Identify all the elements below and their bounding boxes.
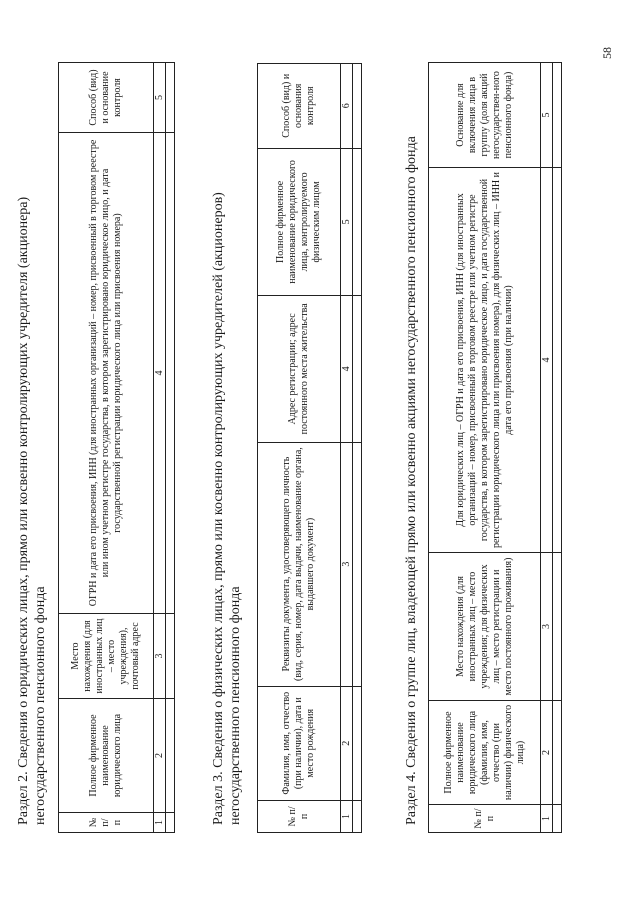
table-cell [353, 686, 362, 800]
section2-num-2: 2 [154, 699, 166, 813]
section3-num-1: 1 [341, 800, 353, 832]
table-cell [166, 63, 175, 133]
section3-num-6: 6 [341, 64, 353, 149]
section2-table [58, 62, 175, 833]
section4-col-name: Полное фирменное наименование юридического лица (фамилия, имя, отчество (при наличии) физического лица) [429, 701, 541, 805]
table-cell [166, 813, 175, 833]
section2-number-row [154, 63, 166, 833]
section4-num-1: 1 [541, 805, 553, 833]
table-cell [553, 168, 562, 553]
table-cell [353, 296, 362, 442]
section3-header-row [258, 64, 341, 833]
section4-num-3: 3 [541, 553, 553, 701]
section4-title-line1: Раздел 4. Сведения о группе лиц, владеющей прямо или косвенно акциями негосударственного пенсионного фонда [404, 136, 419, 825]
section2-col-ogrn: ОГРН и дата его присвоения, ИНН (для иностранных организаций – номер, присвоенный в торговом реестре или ином учетном регистре государства, в котором зарегистрировано юридическое лицо, и дата государственной регистрации юридического лица или присвоения номера) [59, 133, 154, 614]
table-cell [553, 701, 562, 805]
section4-num-2: 2 [541, 701, 553, 805]
table-cell [353, 148, 362, 296]
section3-col-control: Способ (вид) и основания контроля [258, 64, 341, 149]
section4-col-location: Место нахождения (для иностранных лиц – место учреждения; для физических лиц – место регистрации и место постоянного проживания) [429, 553, 541, 701]
section3-title-line2: негосударственного пенсионного фонда [228, 586, 243, 825]
table-cell [553, 553, 562, 701]
section4-header-row [429, 63, 541, 833]
section4-table [428, 62, 562, 833]
section2-num-4: 4 [154, 133, 166, 614]
section3-num-5: 5 [341, 148, 353, 296]
section2-num-5: 5 [154, 63, 166, 133]
table-cell [353, 64, 362, 149]
section3-title-line1: Раздел 3. Сведения о физических лицах, прямо или косвенно контролирующих учредителей (акционеров) [211, 192, 226, 825]
table-cell [353, 800, 362, 832]
table-cell [553, 805, 562, 833]
section3-number-row [341, 64, 353, 833]
section3-title [210, 65, 244, 825]
section3-col-controlled-entity: Полное фирменное наименование юридического лица, контролируемого физическим лицом [258, 148, 341, 296]
section4-col-number: № п/п [429, 805, 541, 833]
page-number: 58 [600, 47, 614, 59]
section4-col-ogrn-inn: Для юридических лиц – ОГРН и дата его присвоения, ИНН (для иностранных организаций – номер, присвоенный в торговом реестре или учетном регистре государства, в котором зарегистрировано юридическое лицо, и дата государственной регистрации юридического лица или присвоения номера), для физических лиц – ИНН и дата его присвоения (при наличии) [429, 168, 541, 553]
table-cell [353, 442, 362, 686]
section4-num-5: 5 [541, 63, 553, 168]
section3-num-2: 2 [341, 686, 353, 800]
section3-num-3: 3 [341, 442, 353, 686]
section3-empty-row [353, 64, 362, 833]
section2-col-number: № п/п [59, 813, 154, 833]
section2-title-line2: негосударственного пенсионного фонда [33, 586, 48, 825]
table-cell [166, 133, 175, 614]
section2-col-name: Полное фирменное наименование юридического лица [59, 699, 154, 813]
section2-empty-row [166, 63, 175, 833]
table-cell [553, 63, 562, 168]
section3-num-4: 4 [341, 296, 353, 442]
section2-num-3: 3 [154, 614, 166, 699]
section2-header-row [59, 63, 154, 833]
section2-col-control: Способ (вид) и основание контроля [59, 63, 154, 133]
section3-col-id-document: Реквизиты документа, удостоверяющего личность (вид, серия, номер, дата выдачи, наименование органа, выдавшего документ) [258, 442, 341, 686]
section2-title-line1: Раздел 2. Сведения о юридических лицах, прямо или косвенно контролирующих учредителя (акционера) [16, 196, 31, 825]
section4-title [403, 65, 420, 825]
section3-col-address: Адрес регистрации; адрес постоянного места жительства [258, 296, 341, 442]
table-cell [166, 699, 175, 813]
section2-num-1: 1 [154, 813, 166, 833]
section4-number-row [541, 63, 553, 833]
section4-col-basis: Основание для включения лица в группу (доля акций негосударствен-ного пенсионного фонда) [429, 63, 541, 168]
section3-col-number: № п/п [258, 800, 341, 832]
section2-title [15, 80, 49, 825]
section2-col-location: Место нахождения (для иностранных лиц – место учреждения), почтовый адрес [59, 614, 154, 699]
section3-col-fullname: Фамилия, имя, отчество (при наличии), дата и место рождения [258, 686, 341, 800]
section4-num-4: 4 [541, 168, 553, 553]
table-cell [166, 614, 175, 699]
section4-empty-row [553, 63, 562, 833]
section3-table [257, 63, 362, 833]
